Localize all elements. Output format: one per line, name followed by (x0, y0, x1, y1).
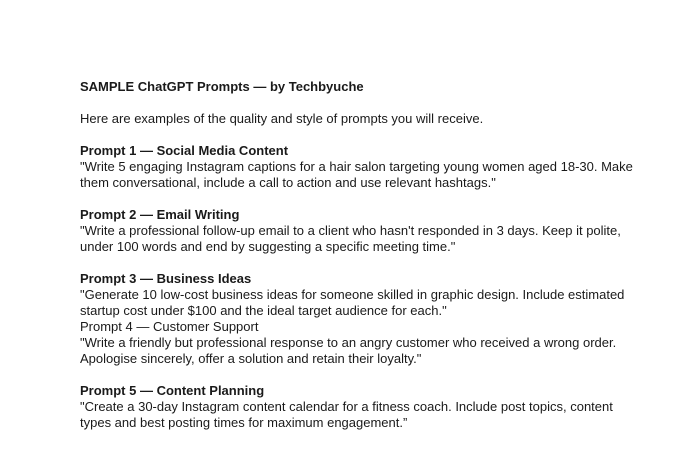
prompt-3-section (80, 271, 660, 319)
prompt-3-line-1: "Generate 10 low-cost business ideas for someone skilled in graphic design. Include estimated (80, 287, 625, 302)
prompt-5-line-1: "Create a 30-day Instagram content calendar for a fitness coach. Include post topics, content (80, 399, 613, 414)
prompt-5-line-2: types and best posting times for maximum engagement.” (80, 415, 408, 430)
prompt-4-heading: Prompt 4 — Customer Support (80, 319, 259, 334)
prompt-2-line-2: under 100 words and end by suggesting a specific meeting time." (80, 239, 456, 254)
prompt-1-line-1: "Write 5 engaging Instagram captions for a hair salon targeting young women aged 18-30. Make (80, 159, 633, 174)
prompt-1-heading: Prompt 1 — Social Media Content (80, 143, 289, 158)
prompt-2-line-1: "Write a professional follow-up email to a client who hasn't responded in 3 days. Keep it polite, (80, 223, 621, 238)
prompt-4-section (80, 319, 660, 367)
prompt-3-heading: Prompt 3 — Business Ideas (80, 271, 252, 286)
prompt-1-section (80, 143, 660, 191)
document-title: SAMPLE ChatGPT Prompts — by Techbyuche (80, 79, 364, 94)
prompt-4-line-1: "Write a friendly but professional response to an angry customer who received a wrong order. (80, 335, 617, 350)
prompt-5-section (80, 383, 660, 431)
prompt-1-line-2: them conversational, include a call to action and use relevant hashtags." (80, 175, 496, 190)
document-page (80, 79, 660, 431)
document-intro: Here are examples of the quality and style of prompts you will receive. (80, 111, 484, 126)
prompt-3-line-2: startup cost under $100 and the ideal target audience for each." (80, 303, 447, 318)
prompt-2-section (80, 207, 660, 255)
prompt-2-heading: Prompt 2 — Email Writing (80, 207, 240, 222)
prompt-5-heading: Prompt 5 — Content Planning (80, 383, 265, 398)
prompt-4-line-2: Apologise sincerely, offer a solution and retain their loyalty." (80, 351, 422, 366)
